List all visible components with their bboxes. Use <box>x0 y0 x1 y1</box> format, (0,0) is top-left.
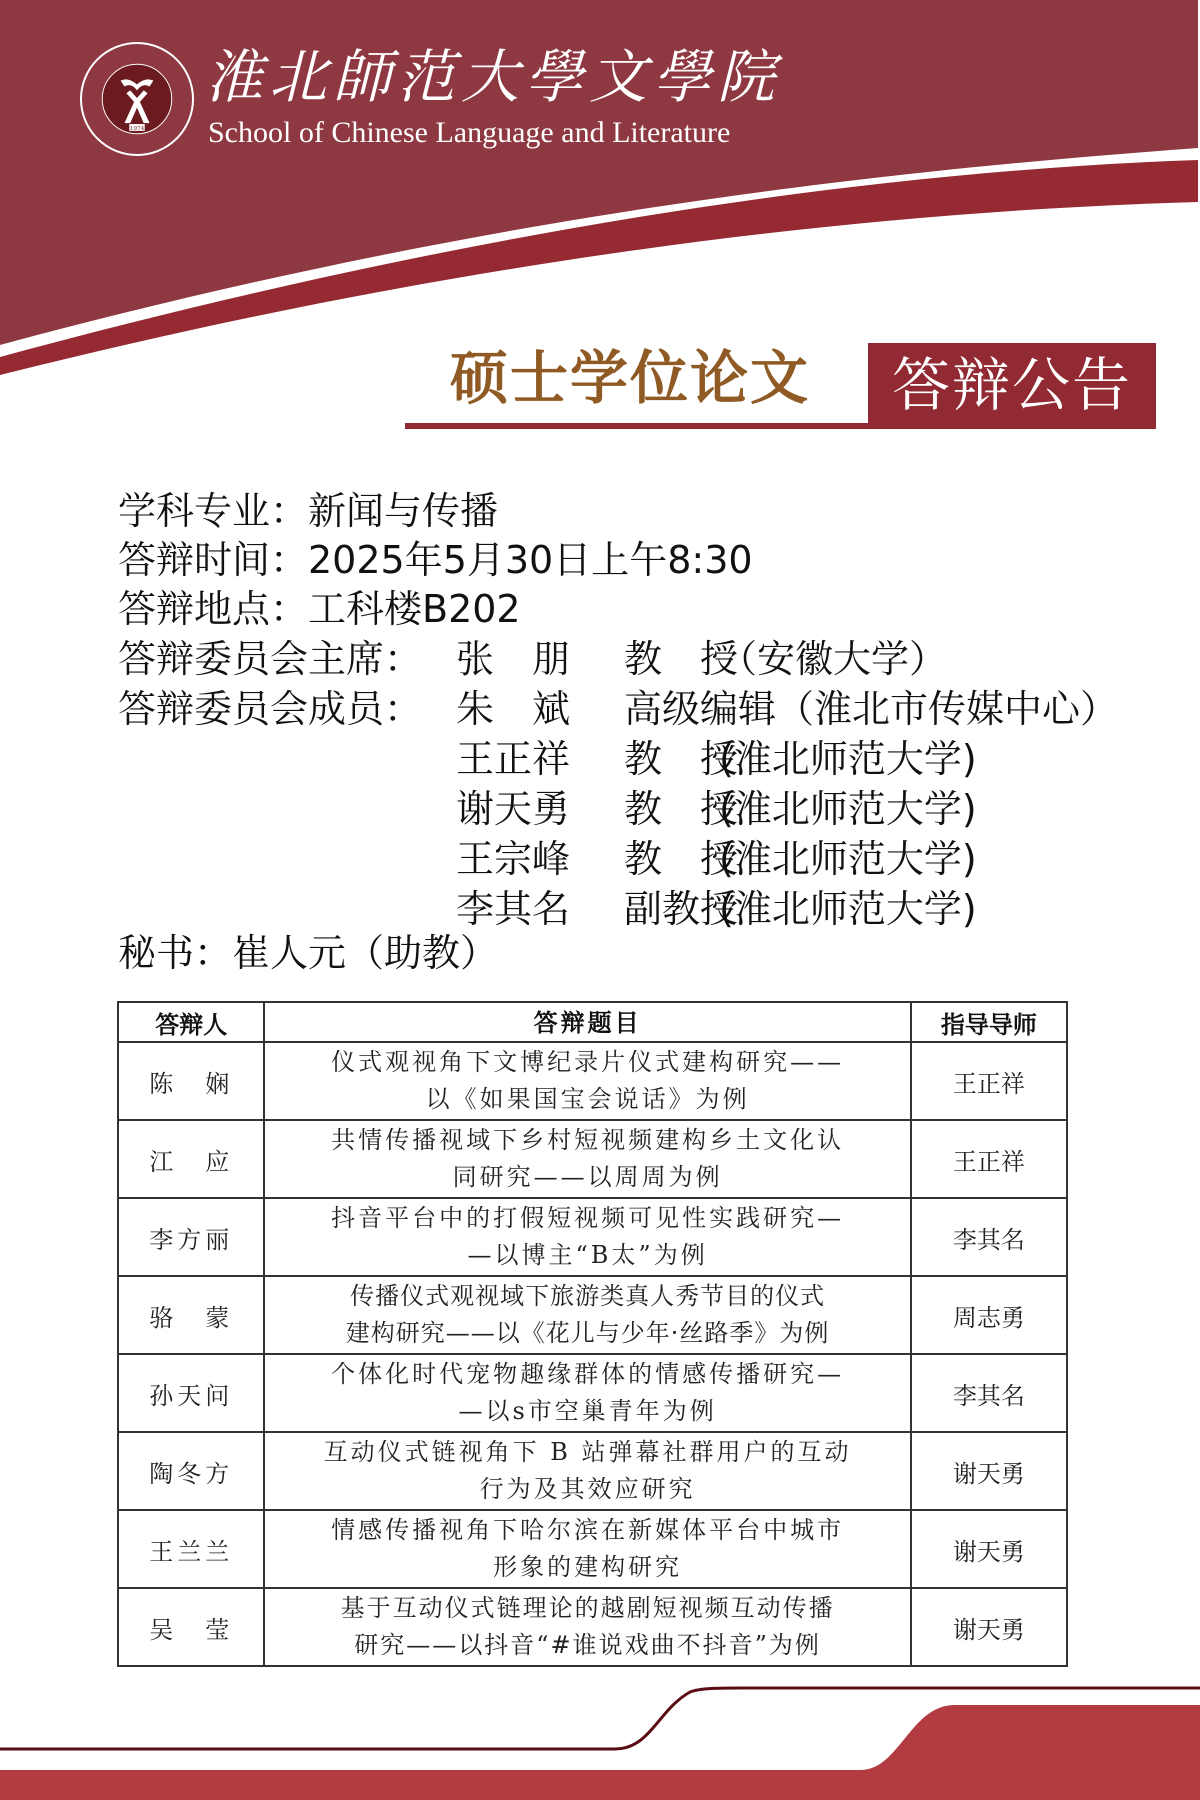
member-org: (淮北师范大学) <box>719 887 977 931</box>
student-name: 陈 娴 <box>118 1042 264 1120</box>
committee <box>118 634 1118 934</box>
svg-text:1974: 1974 <box>129 125 145 132</box>
member-org: (淮北师范大学) <box>719 837 977 881</box>
student-name: 吴 莹 <box>118 1588 264 1666</box>
student-name: 骆 蒙 <box>118 1276 264 1354</box>
student-name: 江 应 <box>118 1120 264 1198</box>
defense-time: 答辩时间：2025年5月30日上午8:30 <box>118 538 753 582</box>
col-header-advisor: 指导导师 <box>911 1002 1067 1042</box>
student-name: 孙天问 <box>118 1354 264 1432</box>
committee-member <box>118 884 1118 934</box>
table-header-row <box>118 1002 1067 1042</box>
committee-member <box>118 734 1118 784</box>
school-name-en: School of Chinese Language and Literature <box>208 116 731 149</box>
member-name: 王正祥 <box>456 737 571 781</box>
member-name: 谢天勇 <box>456 787 571 831</box>
table-row <box>118 1042 1067 1120</box>
member-title: 教 授 <box>624 787 739 831</box>
table-row <box>118 1276 1067 1354</box>
advisor-name: 谢天勇 <box>911 1510 1067 1588</box>
chair-title: 教 授 <box>624 637 739 681</box>
chair-name: 张 朋 <box>456 637 571 681</box>
table-row <box>118 1510 1067 1588</box>
member-name: 朱 斌 <box>456 687 571 731</box>
student-name: 陶冬方 <box>118 1432 264 1510</box>
footer-band <box>0 1705 1200 1800</box>
thesis-topic: 情感传播视角下哈尔滨在新媒体平台中城市 形象的建构研究 <box>264 1510 910 1588</box>
thesis-topic: 传播仪式观视域下旅游类真人秀节目的仪式 建构研究——以《花儿与少年·丝路季》为例 <box>264 1276 910 1354</box>
member-org: (淮北师范大学) <box>719 787 977 831</box>
student-name: 李方丽 <box>118 1198 264 1276</box>
committee-chair <box>118 634 1118 684</box>
table-row <box>118 1198 1067 1276</box>
chair-org: （安徽大学） <box>719 637 948 681</box>
student-name: 王兰兰 <box>118 1510 264 1588</box>
member-name: 李其名 <box>456 887 571 931</box>
defense-location: 答辩地点：工科楼B202 <box>118 587 521 631</box>
advisor-name: 王正祥 <box>911 1120 1067 1198</box>
member-name: 王宗峰 <box>456 837 571 881</box>
title-thesis: 硕士学位论文 <box>450 344 811 412</box>
member-title: 高级编辑 <box>624 687 777 731</box>
defense-info <box>118 487 753 634</box>
school-name-cn: 淮北師范大學文學院 <box>205 43 782 111</box>
table-row <box>118 1120 1067 1198</box>
defense-schedule-table <box>117 1001 1068 1667</box>
discipline: 学科专业：新闻与传播 <box>118 489 499 533</box>
advisor-name: 谢天勇 <box>911 1588 1067 1666</box>
school-emblem-icon <box>82 44 192 154</box>
thesis-topic: 仪式观视角下文博纪录片仪式建构研究—— 以《如果国宝会说话》为例 <box>264 1042 910 1120</box>
chair-label: 答辩委员会主席： <box>118 637 423 681</box>
members-label: 答辩委员会成员： <box>118 687 423 731</box>
thesis-topic: 抖音平台中的打假短视频可见性实践研究— —以博主“B太”为例 <box>264 1198 910 1276</box>
committee-member <box>118 784 1118 834</box>
school-emblem <box>80 42 194 156</box>
thesis-topic: 互动仪式链视角下 B 站弹幕社群用户的互动 行为及其效应研究 <box>264 1432 910 1510</box>
member-title: 教 授 <box>624 737 739 781</box>
member-title: 教 授 <box>624 837 739 881</box>
advisor-name: 谢天勇 <box>911 1432 1067 1510</box>
thesis-topic: 共情传播视域下乡村短视频建构乡土文化认 同研究——以周周为例 <box>264 1120 910 1198</box>
thesis-topic: 个体化时代宠物趣缘群体的情感传播研究— —以s市空巢青年为例 <box>264 1354 910 1432</box>
title-defense-notice: 答辩公告 <box>868 343 1156 428</box>
table-row <box>118 1354 1067 1432</box>
table-row <box>118 1588 1067 1666</box>
col-header-student: 答辩人 <box>118 1002 264 1042</box>
advisor-name: 周志勇 <box>911 1276 1067 1354</box>
table-row <box>118 1432 1067 1510</box>
member-org: (淮北师范大学) <box>719 737 977 781</box>
col-header-topic: 答辩题目 <box>264 1002 910 1042</box>
advisor-name: 王正祥 <box>911 1042 1067 1120</box>
advisor-name: 李其名 <box>911 1354 1067 1432</box>
thesis-topic: 基于互动仪式链理论的越剧短视频互动传播 研究——以抖音“#谁说戏曲不抖音”为例 <box>264 1588 910 1666</box>
member-title: 副教授 <box>624 887 739 931</box>
member-org: （淮北市传媒中心） <box>776 687 1119 731</box>
secretary: 秘书：崔人元（助教） <box>118 931 499 975</box>
committee-member <box>118 684 1118 734</box>
committee-member <box>118 834 1118 884</box>
advisor-name: 李其名 <box>911 1198 1067 1276</box>
